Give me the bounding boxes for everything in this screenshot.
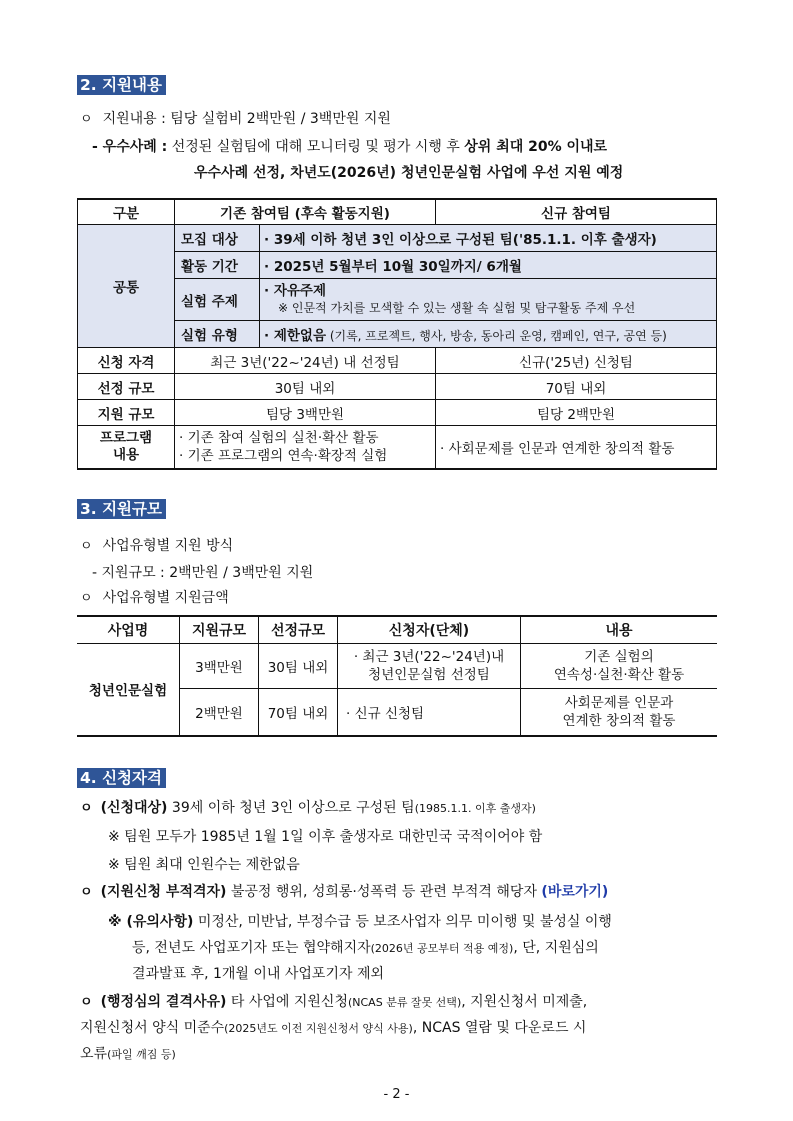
table-header-existing: 기존 참여팀 (후속 활동지원)	[175, 199, 436, 225]
item3-line3small: (파일 깨짐 등)	[107, 1048, 176, 1061]
sec4-item2	[80, 881, 608, 901]
row-value	[260, 279, 717, 321]
sec4-item3	[80, 991, 587, 1011]
row-label: 지원 규모	[78, 400, 175, 426]
item1-label: (신청대상)	[100, 800, 168, 816]
item3-small: (NCAS 분류 잘못 선택)	[347, 996, 462, 1009]
sec4-note1: ※ 팀원 모두가 1985년 1월 1일 이후 출생자로 대한민국 국적이어야 함	[108, 829, 543, 845]
table-row	[78, 225, 717, 252]
row-label: 실험 주제	[175, 279, 260, 321]
existing-value: 30팀 내외	[175, 374, 436, 400]
type-examples: (기록, 프로젝트, 행사, 방송, 동아리 운영, 캠페인, 연구, 공연 등)	[326, 329, 667, 343]
table-header-new: 신규 참여팀	[436, 199, 717, 225]
existing-program-line1: · 기존 참여 실험의 실천·확산 활동	[179, 429, 379, 446]
sec4-note3-line2	[132, 937, 599, 957]
existing-value: 최근 3년('22~'24년) 내 선정팀	[175, 348, 436, 374]
applicant-cell	[338, 644, 521, 689]
amount-cell: 2백만원	[180, 689, 259, 736]
item3-label: (행정심의 결격사유)	[100, 994, 227, 1010]
item3-line2b: , NCAS 열람 및 다운로드 시	[412, 1020, 587, 1036]
bullet-icon: ㅇ	[80, 801, 93, 816]
table-row	[77, 644, 717, 689]
new-value: 70팀 내외	[436, 374, 717, 400]
bullet-icon: ㅇ	[80, 591, 93, 606]
header-amount: 지원규모	[180, 616, 259, 644]
row-label: 실험 유형	[175, 321, 260, 348]
bullet-icon: ㅇ	[80, 885, 93, 900]
table-row	[78, 400, 717, 426]
row-value: · 39세 이하 청년 3인 이상으로 구성된 팀('85.1.1. 이후 출생자)	[260, 225, 717, 252]
program-label	[78, 426, 175, 469]
item3-line2a: 지원신청서 양식 미준수	[80, 1020, 225, 1036]
sec3-bullet1	[80, 535, 233, 555]
scale-cell: 30팀 내외	[259, 644, 338, 689]
bullet-icon: ㅇ	[80, 112, 93, 127]
page-number: - 2 -	[383, 1087, 410, 1102]
sec4-item1	[80, 797, 536, 817]
program-name: 청년인문실험	[77, 644, 180, 736]
sec2-line2	[92, 136, 607, 156]
new-program: · 사회문제를 인문과 연계한 창의적 활동	[436, 426, 717, 469]
row-value: · 2025년 5월부터 10월 30일까지/ 6개월	[260, 252, 717, 279]
bullet-icon: ㅇ	[80, 539, 93, 554]
sec3-dash1: - 지원규모 : 2백만원 / 3백만원 지원	[92, 565, 314, 581]
sec4-note2: ※ 팀원 최대 인원수는 제한없음	[108, 857, 300, 873]
row-label: 신청 자격	[78, 348, 175, 374]
row-label: 선정 규모	[78, 374, 175, 400]
applicant-line2: 청년인문실험 선정팀	[368, 667, 490, 683]
sec3-bullet2	[80, 587, 229, 607]
item1-text: 39세 이하 청년 3인 이상으로 구성된 팀	[167, 800, 415, 816]
header-scale: 선정규모	[259, 616, 338, 644]
table-header-row	[78, 199, 717, 225]
section-title-3: 3. 지원규모	[77, 499, 166, 519]
content-line1: 기존 실험의	[584, 649, 654, 665]
content-cell	[521, 644, 718, 689]
item2-text: 불공정 행위, 성희롱·성폭력 등 관련 부적격 해당자	[226, 884, 542, 900]
sec4-item3-line3	[80, 1043, 176, 1063]
note3-text: 미정산, 미반납, 부정수급 등 보조사업자 의무 미이행 및 불성실 이행	[193, 914, 612, 930]
support-content-text: 지원내용 : 팀당 실험비 2백만원 / 3백만원 지원	[102, 111, 391, 127]
header-program: 사업명	[77, 616, 180, 644]
sec2-line1	[80, 108, 391, 128]
best-case-highlight: 상위 최대 20% 이내로	[464, 139, 608, 155]
support-comparison-table	[77, 198, 717, 470]
sec4-note3-line1	[108, 911, 612, 931]
item3-line3a: 오류	[80, 1046, 108, 1062]
table-row	[78, 426, 717, 469]
item3-line2small: (2025년도 이전 지원신청서 양식 사용)	[224, 1022, 413, 1035]
bullet-icon: ㅇ	[80, 995, 93, 1010]
best-case-text: 선정된 실험팀에 대해 모니터링 및 평가 시행 후	[167, 139, 465, 155]
header-applicant: 신청자(단체)	[338, 616, 521, 644]
program-label-line1: 프로그램	[99, 429, 153, 446]
content-line2: 연속성·실천·확산 활동	[553, 667, 685, 683]
existing-program-line2: · 기존 프로그램의 연속·확장적 실험	[179, 447, 388, 464]
existing-value: 팀당 3백만원	[175, 400, 436, 426]
item3-text: 타 사업에 지원신청	[226, 994, 348, 1010]
note3-label: ※ (유의사항)	[108, 914, 194, 930]
row-label: 모집 대상	[175, 225, 260, 252]
row-label: 활동 기간	[175, 252, 260, 279]
common-label: 공통	[78, 225, 175, 348]
content-line1: 사회문제를 인문과	[564, 694, 674, 711]
sec3-bullet1-text: 사업유형별 지원 방식	[102, 538, 234, 554]
scale-cell: 70팀 내외	[259, 689, 338, 736]
section-title-4: 4. 신청자격	[77, 768, 166, 788]
content-line2: 연계한 창의적 활동	[562, 712, 676, 729]
sec2-line3: 우수사례 선정, 차년도(2026년) 청년인문실험 사업에 우선 지원 예정	[194, 165, 624, 181]
note3-line2small: (2026년 공모부터 적용 예정)	[370, 942, 514, 955]
table-row	[78, 374, 717, 400]
table-header-row	[77, 616, 717, 644]
amount-cell: 3백만원	[180, 644, 259, 689]
type-value: · 제한없음	[264, 328, 326, 344]
topic-note: ※ 인문적 가치를 모색할 수 있는 생활 속 실험 및 탐구활동 주제 우선	[278, 300, 636, 315]
note3-line2b: , 단, 지원심의	[513, 940, 599, 956]
table-header-category: 구분	[78, 199, 175, 225]
note3-line2a: 등, 전년도 사업포기자 또는 협약해지자	[132, 940, 371, 956]
table-row	[78, 348, 717, 374]
content-cell	[521, 689, 718, 736]
program-label-line2: 내용	[112, 446, 140, 463]
item2-label: (지원신청 부적격자)	[100, 884, 227, 900]
header-content: 내용	[521, 616, 718, 644]
new-value: 신규('25년) 신청팀	[436, 348, 717, 374]
item3-text2: , 지원신청서 미제출,	[461, 994, 588, 1010]
applicant-cell: · 신규 신청팀	[338, 689, 521, 736]
support-amount-table	[77, 615, 717, 737]
sec4-note3-line3: 결과발표 후, 1개월 이내 사업포기자 제외	[132, 966, 384, 982]
sec3-bullet2-text: 사업유형별 지원금액	[102, 590, 229, 606]
free-topic: · 자유주제	[264, 282, 326, 299]
existing-program	[175, 426, 436, 469]
section-title-2: 2. 지원내용	[77, 75, 166, 95]
shortcut-link[interactable]: (바로가기)	[541, 884, 609, 900]
best-case-label: - 우수사례 :	[92, 139, 168, 155]
sec4-item3-line2	[80, 1017, 586, 1037]
row-value	[260, 321, 717, 348]
item1-small: (1985.1.1. 이후 출생자)	[414, 802, 536, 815]
new-value: 팀당 2백만원	[436, 400, 717, 426]
applicant-line1: · 최근 3년('22~'24년)내	[353, 649, 505, 665]
